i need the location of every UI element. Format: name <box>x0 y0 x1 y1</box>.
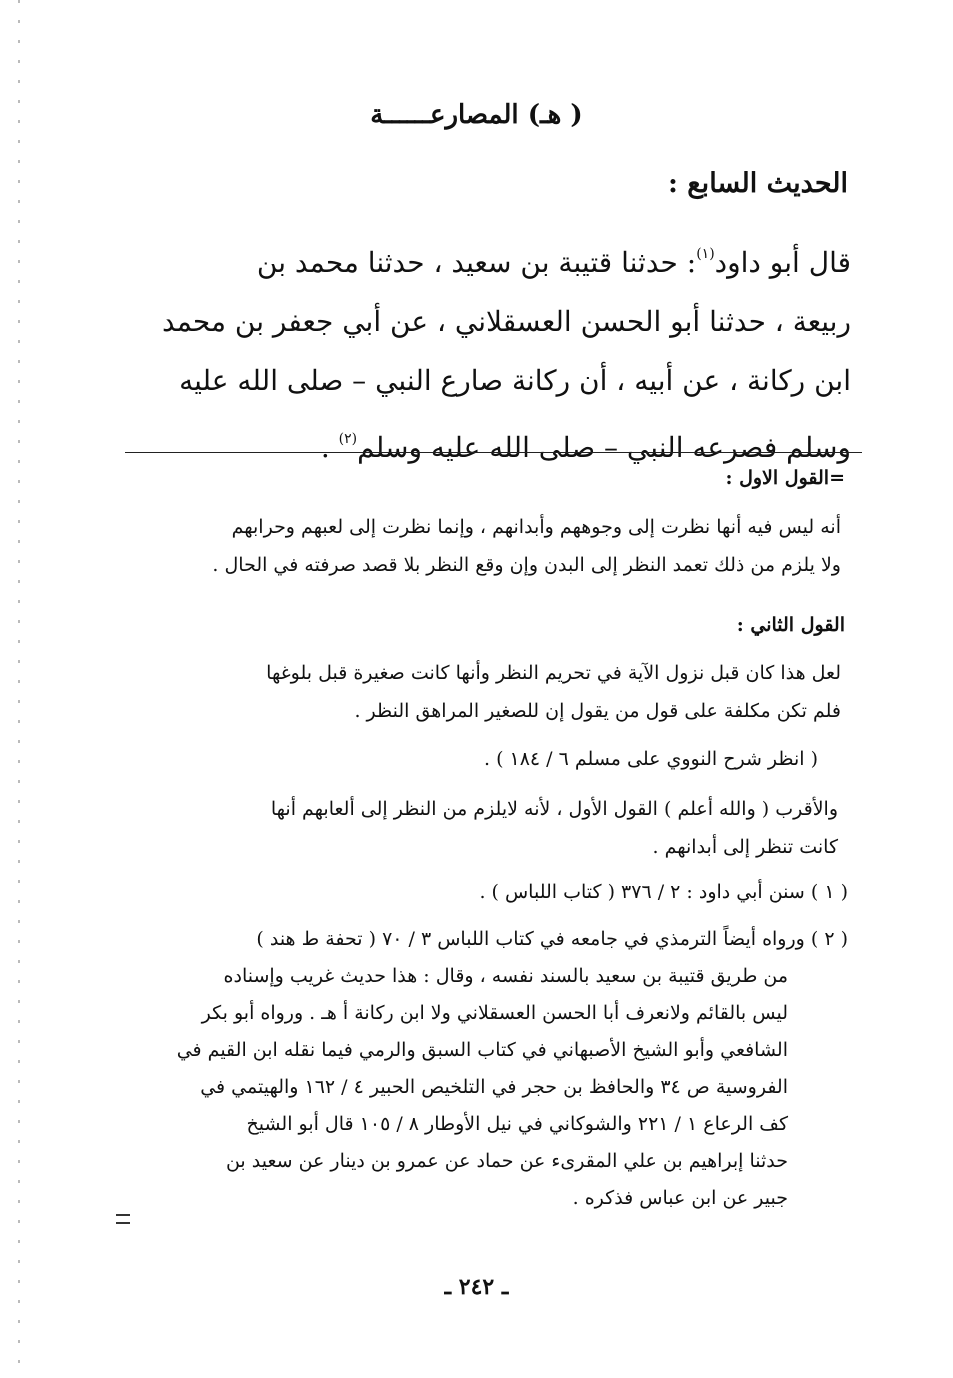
hadith-line: ابن ركانة ، عن أبيه ، أن ركانة صارع النبي – صلى الله عليه <box>179 364 851 397</box>
footnote-line: كف الرعاع ١ / ٢٢١ والشوكاني في نيل الأوطار ٨ / ١٠٥ قال أبو الشيخ <box>246 1113 788 1135</box>
commentary-line: والأقرب ( والله أعلم ) القول الأول ، لأنه لايلزم من النظر إلى ألعابهم أنها <box>270 798 838 820</box>
hadith-line-part: قال أبو داود <box>714 246 851 279</box>
hadith-line-part: : حدثنا قتيبة بن سعيد ، حدثنا محمد بن <box>256 246 697 279</box>
first-opinion-text <box>212 508 841 584</box>
reference-citation: ( انظر شرح النووي على مسلم ٦ / ١٨٤ ) . <box>483 748 818 770</box>
footnote-line: من طريق قتيبة بن سعيد بالسند نفسه ، وقال : هذا حديث غريب وإسناده <box>223 965 788 987</box>
commentary-line: ولا يلزم من ذلك تعمد النظر إلى البدن وإن وقع النظر بلا قصد صرفته في الحال . <box>212 554 841 576</box>
hadith-line <box>111 225 851 292</box>
hadith-line-part: وسلم فصرعه النبي – صلى الله عليه وسلم <box>357 431 851 464</box>
footnote-marker-1: (١) <box>696 246 715 262</box>
commentary-line: كانت تنظر إلى أبدانهم . <box>652 836 838 858</box>
hadith-text <box>111 225 851 477</box>
section-title: ( هـ) المصارعــــــة <box>370 100 583 130</box>
first-opinion-heading: =القول الاول : <box>725 467 845 489</box>
footnote-line: جبير عن ابن عباس فذكره . <box>572 1187 788 1209</box>
footnote-continuation-mark <box>116 1214 130 1224</box>
commentary-line: لعل هذا كان قبل نزول الآية في تحريم النظر وأنها كانت صغيرة قبل بلوغها <box>266 662 841 684</box>
commentary-line: فلم تكن مكلفة على قول من يقول إن للصغير المراهق النظر . <box>354 700 841 722</box>
footnote-line: الفروسية ص ٣٤ والحافظ بن حجر في التلخيص الحبير ٤ / ١٦٢ والهيتمي في <box>200 1076 788 1098</box>
footnote-1: ( ١ ) سنن أبي داود : ٢ / ٣٧٦ ( كتاب اللباس ) . <box>479 881 848 903</box>
footnote-line: حدثنا إبراهيم بن علي المقرىء عن حماد عن عمرو بن دينار عن سعيد بن <box>225 1150 788 1172</box>
scan-edge-decoration <box>18 0 20 1378</box>
footnote-line: الشافعي وأبو الشيخ الأصبهاني في كتاب السبق والرمي فيما نقله ابن القيم في <box>176 1039 788 1061</box>
commentary-line: أنه ليس فيه أنها نظرت إلى وجوههم وأبدانهم ، وإنما نظرت إلى لعبهم وحرابهم <box>231 516 841 538</box>
footnote-line: ( ٢ ) ورواه أيضاً الترمذي في جامعه في كتاب اللباس ٣ / ٧٠ ( تحفة ط هند ) <box>256 928 848 950</box>
second-opinion-text <box>266 654 841 730</box>
footnote-marker-2: (٢) <box>338 431 358 447</box>
hadith-line: ربيعة ، حدثنا أبو الحسن العسقلاني ، عن أبي جعفر بن محمد <box>162 305 851 338</box>
second-opinion-heading: القول الثاني : <box>736 614 845 636</box>
divider-line <box>125 452 862 453</box>
hadith-heading: الحديث السابع : <box>667 168 848 199</box>
page-number: ـ ٢٤٢ ـ <box>444 1274 509 1300</box>
hadith-line-part: . <box>320 431 339 464</box>
conclusion-text <box>271 790 838 866</box>
footnote-line: ليس بالقائم ولانعرف أبا الحسن العسقلاني ولا ابن ركانة أ هـ . ورواه أبو بكر <box>201 1002 788 1024</box>
footnote-2 <box>177 921 848 1217</box>
